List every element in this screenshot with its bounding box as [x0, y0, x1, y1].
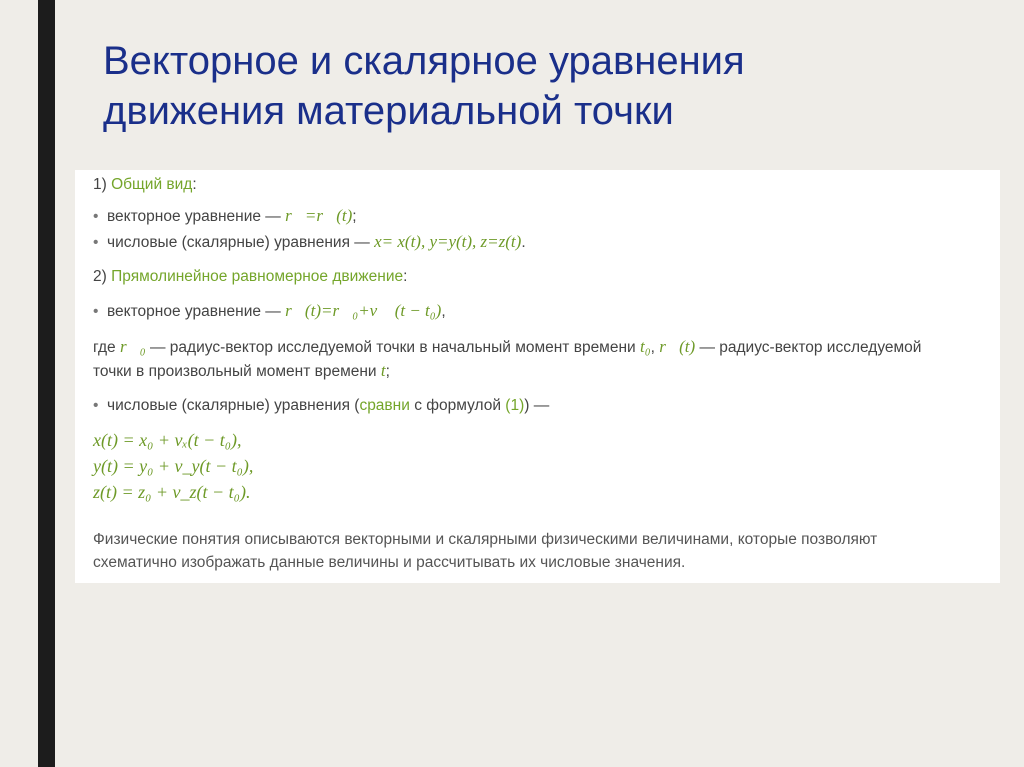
summary-line-1: Физические понятия описываются векторными и скалярными физическими величинами, которые позволяют — [93, 531, 878, 548]
bullet-icon: • — [93, 208, 99, 225]
where-text: точки в произвольный момент времени — [93, 363, 381, 380]
compare-link[interactable]: сравни — [359, 397, 410, 414]
section-2-bullet-vector — [93, 301, 446, 321]
section-1-heading — [93, 176, 197, 194]
formula-ref-link[interactable]: (1) — [505, 397, 525, 414]
equation-y: y(t) = y₀ + v_y(t − t₀), — [93, 456, 254, 476]
math-t0: t₀ — [640, 337, 651, 356]
left-accent-bar — [38, 0, 55, 767]
title-line-2: движения материальной точки — [103, 89, 674, 133]
content-image — [75, 170, 1000, 583]
math-r0: r⃗₀ — [119, 337, 146, 356]
section-2-colon: : — [403, 268, 408, 285]
bullet-text: векторное уравнение — — [107, 208, 286, 225]
section-2-number: 2) — [93, 268, 107, 285]
section-1-colon: : — [192, 176, 197, 193]
where-line-2 — [93, 361, 390, 381]
equation-z: z(t) = z₀ + v_z(t − t₀). — [93, 482, 251, 502]
section-2-title: Прямолинейное равномерное движение — [111, 268, 404, 285]
math-rt: r⃗(t) — [659, 337, 696, 356]
slide-title — [103, 36, 983, 136]
punctuation: , — [441, 303, 446, 320]
where-text: где — [93, 339, 120, 356]
bullet-text: числовые (скалярные) уравнения ( — [107, 397, 360, 414]
where-text: — радиус-вектор исследуемой — [695, 339, 922, 356]
where-text: — радиус-вектор исследуемой точки в начальный момент времени — [145, 339, 640, 356]
scalar-equations: x= x(t), y=y(t), z=z(t) — [374, 232, 522, 251]
punctuation: ; — [385, 363, 390, 380]
bullet-icon: • — [93, 303, 99, 320]
vector-equation-uniform: r⃗(t)=r⃗₀+v⃗ (t − t₀) — [285, 301, 442, 320]
section-1-title: Общий вид — [111, 176, 193, 193]
vector-equation: r⃗=r⃗(t) — [285, 206, 353, 225]
punctuation: ; — [352, 208, 357, 225]
section-2-bullet-scalar — [93, 397, 549, 415]
section-1-bullet-scalar — [93, 232, 526, 252]
where-line-1 — [93, 337, 921, 357]
section-2-heading — [93, 268, 407, 286]
bullet-text: числовые (скалярные) уравнения — — [107, 234, 375, 251]
punctuation: . — [521, 234, 526, 251]
summary-line-2: схематично изображать данные величины и рассчитывать их числовые значения. — [93, 554, 686, 571]
math-t: t — [380, 361, 386, 380]
bullet-text: ) — — [524, 397, 550, 414]
bullet-text: векторное уравнение — — [107, 303, 286, 320]
bullet-text: с формулой — [409, 397, 506, 414]
section-1-bullet-vector — [93, 206, 357, 226]
bullet-icon: • — [93, 234, 99, 251]
section-1-number: 1) — [93, 176, 107, 193]
equation-x: x(t) = x₀ + vₓ(t − t₀), — [93, 430, 242, 450]
bullet-icon: • — [93, 397, 99, 414]
where-text: , — [650, 339, 660, 356]
title-line-1: Векторное и скалярное уравнения — [103, 39, 745, 83]
